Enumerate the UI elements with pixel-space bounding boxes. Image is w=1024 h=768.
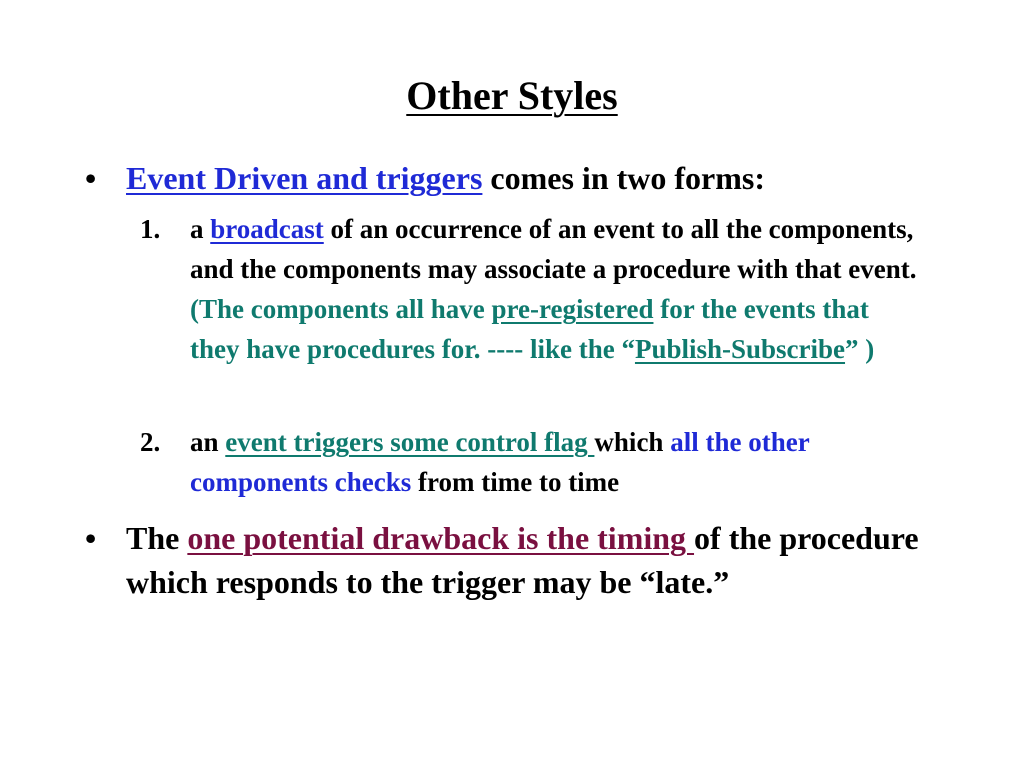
bullet-rest-text: comes in two forms: (482, 160, 765, 196)
bullet-rest-text: of the procedure which responds to the trigger may be “late.” (126, 520, 919, 600)
drawback-link[interactable]: one potential drawback is the timing (187, 520, 695, 556)
publish-subscribe-link[interactable]: Publish-Subscribe (634, 334, 846, 364)
bullet-dot: • (85, 160, 97, 196)
event-triggers-link[interactable]: event triggers some control flag (225, 427, 595, 457)
bullet-text (126, 516, 941, 604)
item-number: 1. (140, 214, 161, 244)
preregistered-link[interactable]: pre-registered (491, 294, 654, 324)
item-lead-text: an (190, 427, 226, 457)
item-text (190, 422, 925, 502)
all-components-text: all the other components checks (190, 427, 810, 497)
item-body-text: of an occurrence of an event to all the components, and the components may associate a procedure with that event. (190, 214, 917, 284)
event-driven-link[interactable]: Event Driven and triggers (126, 160, 483, 196)
item-lead-text: a (190, 214, 211, 244)
item-number: 2. (140, 427, 161, 457)
broadcast-link[interactable]: broadcast (210, 214, 324, 244)
item-rest-text: from time to time (411, 467, 620, 497)
slide-title: Other Styles (406, 73, 618, 118)
paren-text-1: (The components all have (190, 294, 492, 324)
item-text (190, 209, 925, 369)
paren-text-2: for the events that they have procedures for. ---- like the “ (190, 294, 869, 364)
paren-text-3: ” ) (845, 334, 875, 364)
bullet-text (126, 156, 966, 200)
bullet-lead-text: The (126, 520, 188, 556)
bullet-dot: • (85, 520, 97, 556)
which-text: which (594, 427, 671, 457)
